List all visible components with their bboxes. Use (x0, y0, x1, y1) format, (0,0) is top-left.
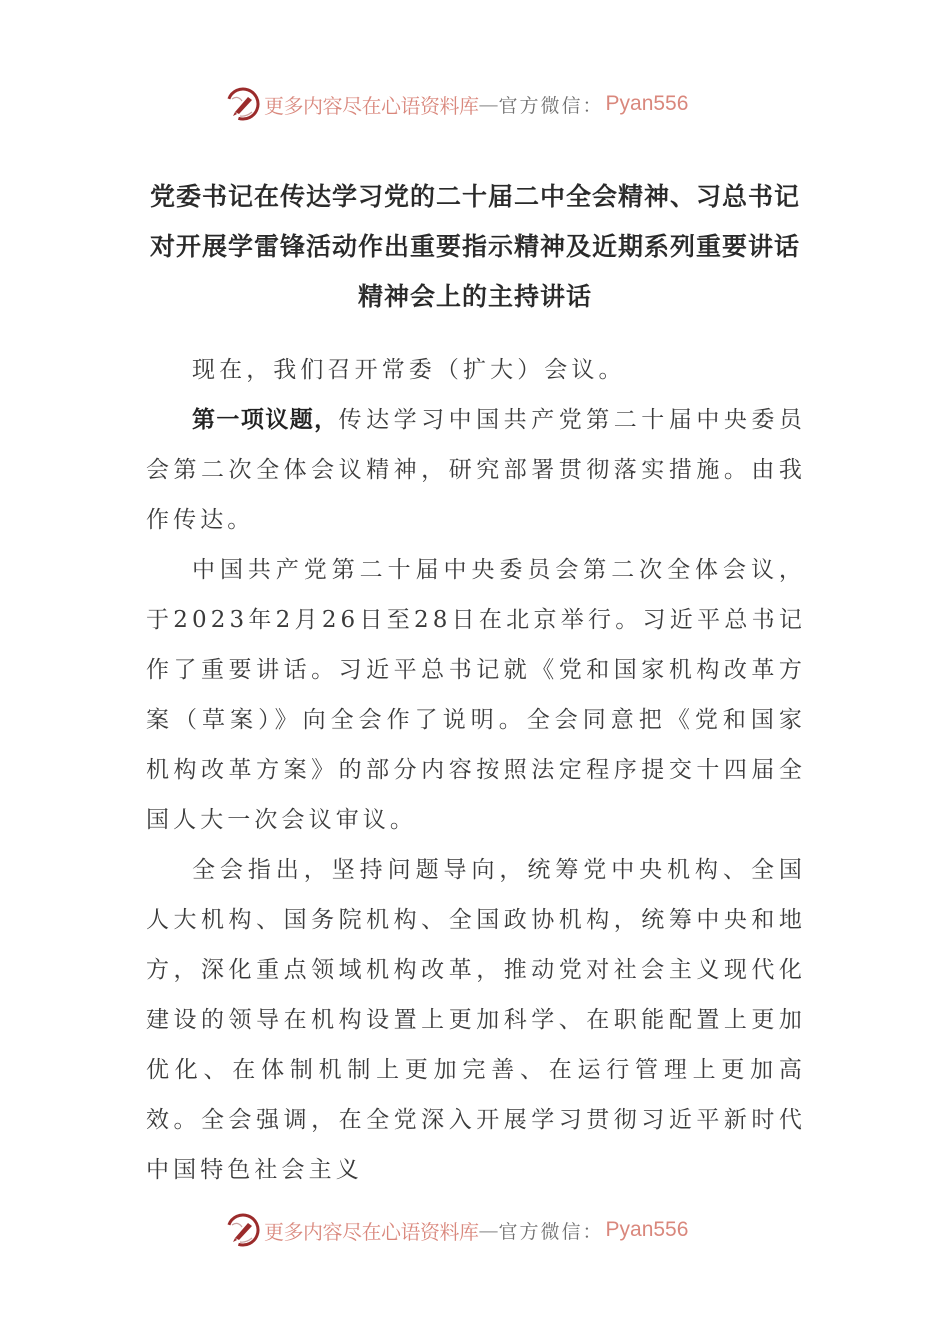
paragraph-agenda-item-1 (146, 395, 806, 545)
document-title: 党委书记在传达学习党的二十届二中全会精神、习总书记对开展学雷锋活动作出重要指示精神及近期系列重要讲话精神会上的主持讲话 (150, 182, 801, 311)
document-body (146, 345, 806, 1195)
watermark-wechat-id: Pyan556 (605, 92, 689, 115)
watermark-site-text: 更多内容尽在心语资料库 (264, 93, 479, 118)
paragraph-plenary-session (146, 545, 806, 845)
quill-pen-logo-icon (226, 87, 260, 121)
watermark-header (226, 84, 726, 124)
watermark-dash: — (478, 92, 499, 116)
watermark-wechat-id: Pyan556 (605, 1218, 689, 1241)
paragraph-lead: 第一项议题， (192, 406, 339, 433)
paragraph-text: 现在，我们召开常委（扩大）会议。 (192, 357, 626, 383)
watermark-footer (226, 1210, 726, 1250)
watermark-dash: — (478, 1218, 499, 1242)
watermark-wechat-label: 官方微信： (498, 1220, 604, 1243)
paragraph-text: 传达学习中国共产党第二十届中央委员会第二次全体会议精神，研究部署贯彻落实措施。由我作传达。 (146, 407, 807, 533)
paragraph-text: 全会指出，坚持问题导向，统筹党中央机构、全国人大机构、国务院机构、全国政协机构，统筹中央和地方，深化重点领域机构改革，推动党对社会主义现代化建设的领导在机构设置上更加科学、在职能配置上更加优化、在体制机制上更加完善、在运行管理上更加高效。全会强调，在全党深入开展学习贯彻习近平新时代中国特色社会主义 (146, 857, 806, 1183)
paragraph-plenary-points (146, 845, 806, 1195)
watermark-site-text: 更多内容尽在心语资料库 (264, 1219, 479, 1244)
paragraph-text: 中国共产党第二十届中央委员会第二次全体会议，于2023年2月26日至28日在北京举行。习近平总书记作了重要讲话。习近平总书记就《党和国家机构改革方案（草案）》向全会作了说明。全会同意把《党和国家机构改革方案》的部分内容按照法定程序提交十四届全国人大一次会议审议。 (146, 557, 806, 833)
paragraph-opening (146, 345, 806, 395)
quill-pen-logo-icon (226, 1213, 260, 1247)
watermark-wechat-label: 官方微信： (498, 94, 604, 117)
